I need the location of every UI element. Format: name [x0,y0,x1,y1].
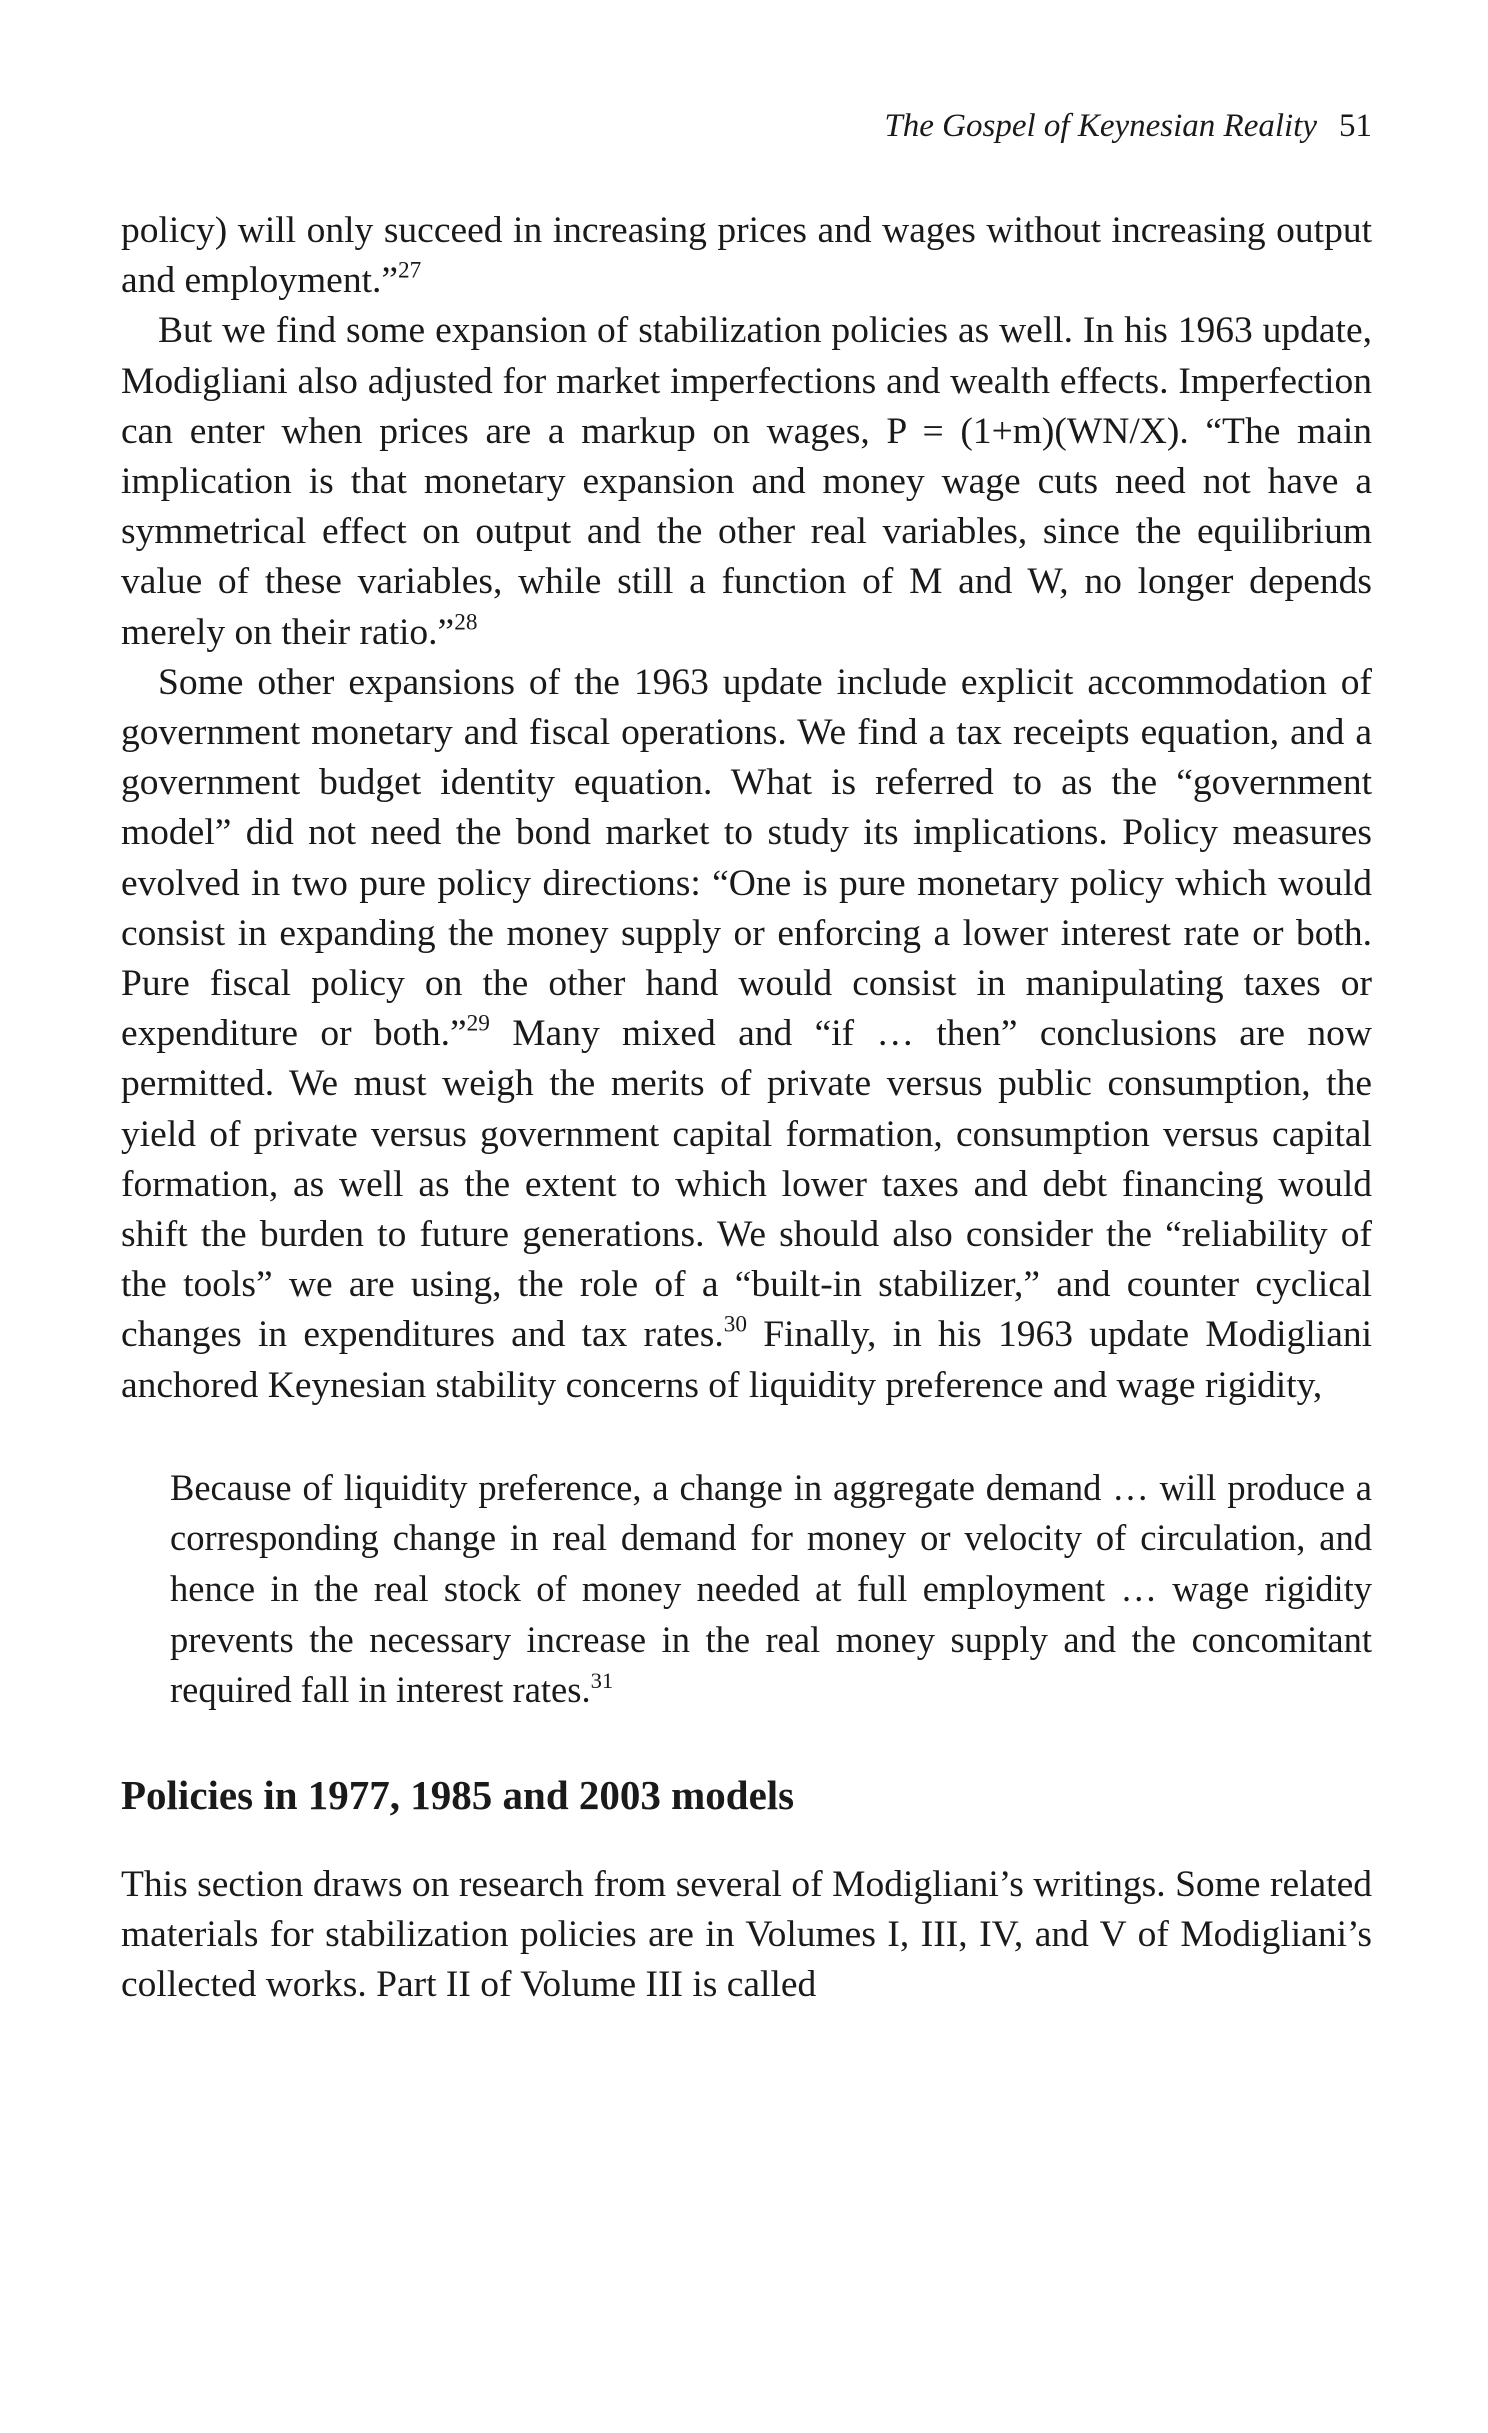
section-heading: Policies in 1977, 1985 and 2003 models [121,1771,795,1818]
paragraph-text: But we find some expansion of stabilization policies as well. In his 1963 update, Modigliani also adjusted for market imperfections and wealth effects. Imperfection can enter when prices are a markup on wages, P = (1+m)(WN/X). “The main implication is that monetary expansion and money wage cuts need not have a symmetrical effect on output and the other real variables, since the equilibrium value of these variables, while still a function of M and W, no longer depends merely on their ratio.” [121,310,1372,653]
page-number: 51 [1339,108,1372,144]
paragraph-text: policy) will only succeed in increasing prices and wages without increasing output and employment.” [121,210,1372,302]
block-quotation [170,1463,1372,1716]
paragraph-continued [121,206,1372,306]
paragraph-stabilization-expansion [121,306,1372,657]
paragraph-tail: Many mixed and “if … then” conclusions are now permitted. We must weigh the merits of private versus public consumption, the yield of private versus government capital formation, consumption versus capital formation, as well as the extent to which lower taxes and debt financing would shift the burden to future generations. We should also consider the “reliability of the tools” we are using, the role of a “built-in stabilizer,” and counter cyclical changes in expenditures and tax rates. [121,1013,1372,1356]
footnote-ref-28: 28 [454,609,478,636]
footnote-ref-29: 29 [466,1010,490,1037]
running-head-title: The Gospel of Keynesian Reality [884,108,1317,144]
footnote-ref-30: 30 [723,1312,747,1339]
section-paragraph: This section draws on research from several of Modigliani’s writings. Some related materials for stabilization policies are in Volumes I, III, IV, and V of Modigliani’s collected works. Part II of Volume III is called [121,1863,1372,2006]
paragraph-tail-2: Finally, in his 1963 update Modigliani anchored Keynesian stability concerns of liquidity preference and wage rigidity, [121,1314,1373,1406]
footnote-ref-27: 27 [398,257,422,284]
body-text [121,206,1372,2010]
quotation-text: Because of liquidity preference, a change in aggregate demand … will produce a corresponding change in real demand for money or velocity of circulation, and hence in the real stock of money needed at full employment … wage rigidity prevents the necessary increase in the real money supply and the concomitant required fall in interest rates. [170,1466,1372,1711]
paragraph-text: Some other expansions of the 1963 update include explicit accommodation of government monetary and fiscal operations. We find a tax receipts equation, and a government budget identity equation. What is referred to as the “government model” did not need the bond market to study its implications. Policy measures evolved in two pure policy directions: “One is pure monetary policy which would consist in expanding the money supply or enforcing a lower interest rate or both. Pure fiscal policy on the other hand would consist in manipulating taxes or expenditure or both.” [121,661,1372,1055]
paragraph-government-model [121,658,1372,1411]
footnote-ref-31: 31 [590,1668,614,1694]
running-head [884,106,1372,146]
